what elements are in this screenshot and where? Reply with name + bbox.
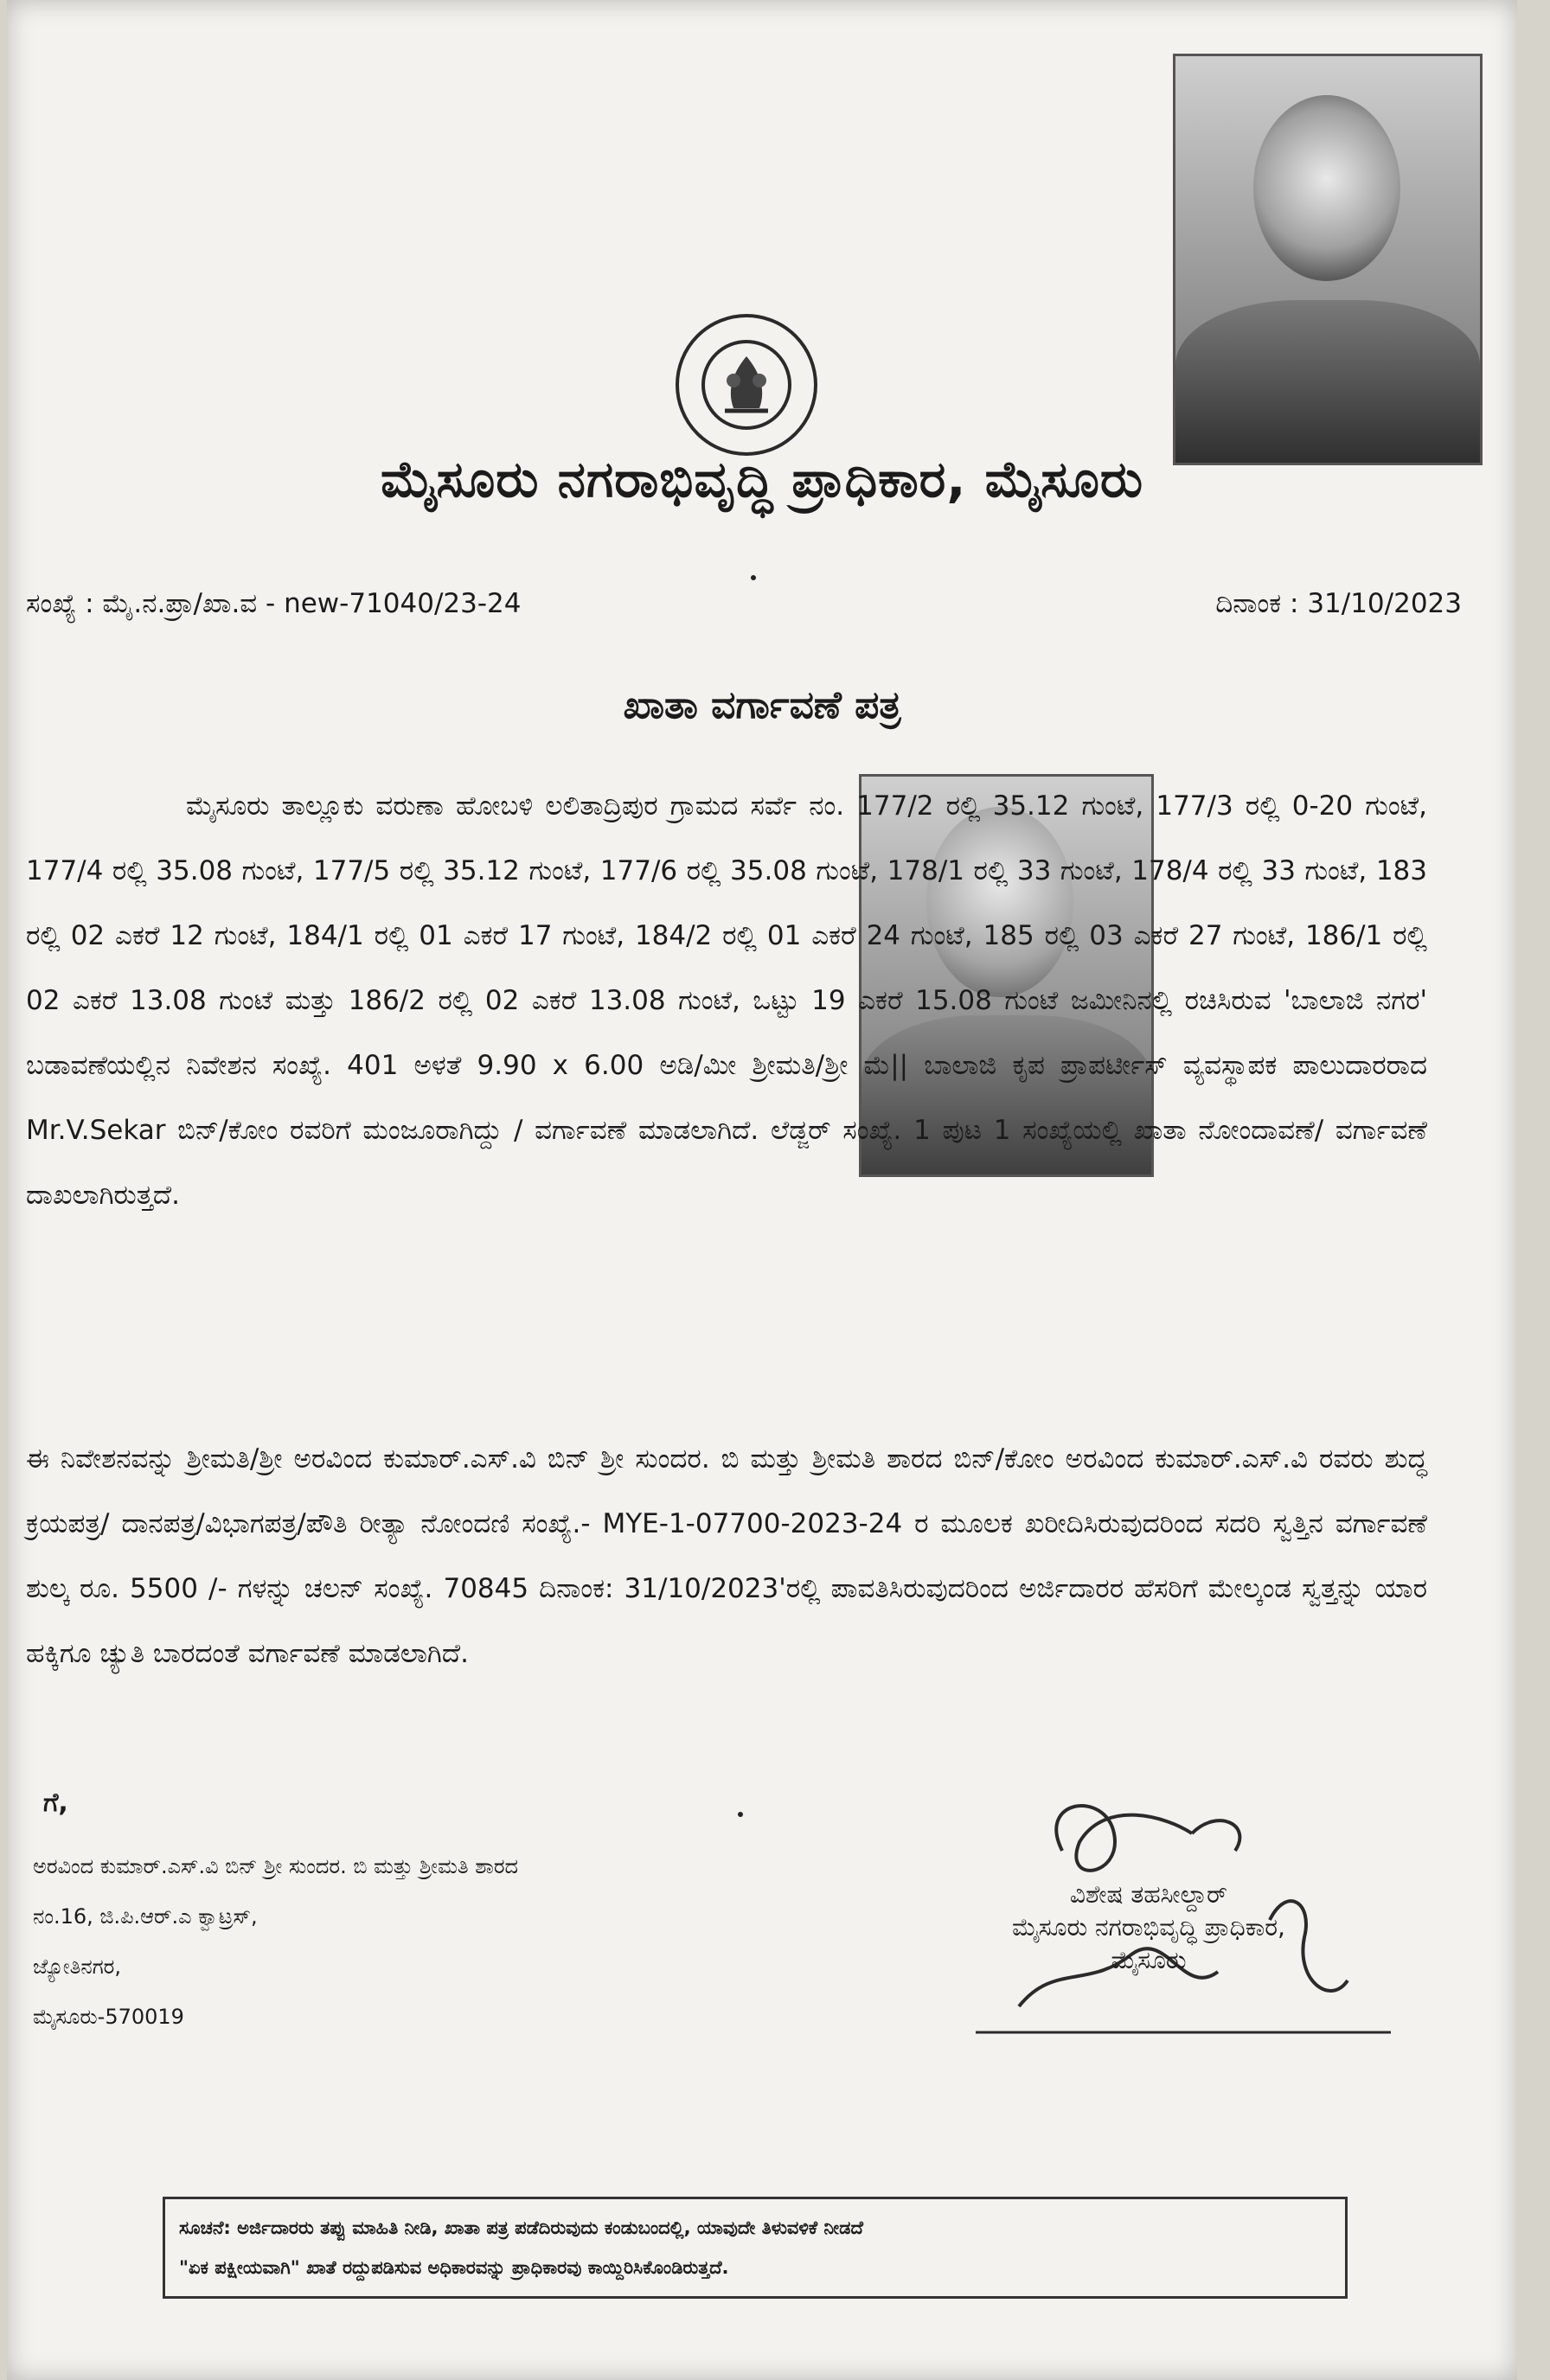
signatory-city: ಮೈಸೂರು — [1111, 1946, 1187, 1974]
signatory-title: ವಿಶೇಷ ತಹಸೀಲ್ದಾರ್ — [1069, 1880, 1228, 1909]
body-paragraph-1 — [26, 774, 1427, 1228]
applicant-photo-female — [1173, 54, 1483, 465]
recipient-address — [33, 1777, 518, 2042]
reference-number: ಸಂಖ್ಯೆ : ಮೈ.ನ.ಪ್ರಾ/ಖಾ.ವ - new-71040/23-24 — [26, 588, 522, 619]
ink-dot — [738, 1812, 743, 1817]
body-paragraph-2: ಈ ನಿವೇಶನವನ್ನು ಶ್ರೀಮತಿ/ಶ್ರೀ ಅರವಿಂದ ಕುಮಾರ್.ಎಸ್.ವಿ ಬಿನ್ ಶ್ರೀ ಸುಂದರ. ಬಿ ಮತ್ತು ಶ್ರೀಮತಿ ಶಾರದ ಬಿನ್/ಕೋಂ ಅರವಿಂದ ಕುಮಾರ್.ಎಸ್.ವಿ ರವರು ಶುದ್ಧ ಕ್ರಯಪತ್ರ/ ದಾನಪತ್ರ/ವಿಭಾಗಪತ್ರ/ಪೌತಿ ರೀತ್ಯಾ ನೋಂದಣಿ ಸಂಖ್ಯೆ.- MYE-1-07700-2023-24 ರ ಮೂಲಕ ಖರೀದಿಸಿರುವುದರಿಂದ ಸದರಿ ಸ್ವತ್ತಿನ ವರ್ಗಾವಣೆ ಶುಲ್ಕ ರೂ. 5500 /- ಗಳನ್ನು ಚಲನ್ ಸಂಖ್ಯೆ. 70845 ದಿನಾಂಕ: 31/10/2023'ರಲ್ಲಿ ಪಾವತಿಸಿರುವುದರಿಂದ ಅರ್ಜಿದಾರರ ಹೆಸರಿಗೆ ಮೇಲ್ಕಂಡ ಸ್ವತ್ತನ್ನು ಯಾರ ಹಕ್ಕಿಗೂ ಚ್ಯುತಿ ಬಾರದಂತೆ ವರ್ಗಾವಣೆ ಮಾಡಲಾಗಿದೆ. — [26, 1443, 1427, 1669]
recipient-name: ಅರವಿಂದ ಕುಮಾರ್.ಎಸ್.ವಿ ಬಿನ್ ಶ್ರೀ ಸುಂದರ. ಬಿ ಮತ್ತು ಶ್ರೀಮತಿ ಶಾರದ — [33, 1854, 519, 1878]
muda-emblem-icon — [673, 311, 820, 458]
ink-dot — [751, 575, 756, 580]
authority-name: ಮೈಸೂರು ನಗರಾಭಿವೃದ್ಧಿ ಪ್ರಾಧಿಕಾರ, ಮೈಸೂರು — [380, 450, 1144, 509]
recipient-address-line-3: ಮೈಸೂರು-570019 — [33, 2005, 184, 2029]
issue-date: ದಿನಾಂಕ : 31/10/2023 — [1215, 588, 1462, 619]
recipient-to: ಗೆ, — [43, 1788, 68, 1818]
footer-notice-line-1: ಸೂಚನೆ: ಅರ್ಜಿದಾರರು ತಪ್ಪು ಮಾಹಿತಿ ನೀಡಿ, ಖಾತಾ ಪತ್ರ ಪಡೆದಿರುವುದು ಕಂಡುಬಂದಲ್ಲಿ, ಯಾವುದೇ ತಿಳುವಳಿಕೆ ನೀಡದೆ — [179, 2217, 863, 2238]
recipient-address-line-1: ನಂ.16, ಜಿ.ಪಿ.ಆರ್.ಎ ಕ್ವಾಟ್ರಸ್, — [33, 1904, 258, 1929]
footer-notice-line-2: "ಏಕ ಪಕ್ಷೀಯವಾಗಿ" ಖಾತೆ ರದ್ದುಪಡಿಸುವ ಅಧಿಕಾರವನ್ನು ಪ್ರಾಧಿಕಾರವು ಕಾಯ್ದಿರಿಸಿಕೊಂಡಿರುತ್ತದೆ. — [179, 2257, 729, 2278]
signature-block — [906, 1782, 1391, 2067]
document-sheet — [7, 0, 1517, 2380]
signatory-authority: ಮೈಸೂರು ನಗರಾಭಿವೃದ್ಧಿ ಪ್ರಾಧಿಕಾರ, — [1012, 1913, 1285, 1942]
footer-notice — [163, 2197, 1348, 2299]
body-paragraph-1-text: ಮೈಸೂರು ತಾಲ್ಲೂಕು ವರುಣಾ ಹೋಬಳಿ ಲಲಿತಾದ್ರಿಪುರ ಗ್ರಾಮದ ಸರ್ವೆ ನಂ. 177/2 ರಲ್ಲಿ 35.12 ಗುಂಟೆ, 177/3 ರಲ್ಲಿ 0-20 ಗುಂಟೆ, 177/4 ರಲ್ಲಿ 35.08 ಗುಂಟೆ, 177/5 ರಲ್ಲಿ 35.12 ಗುಂಟೆ, 177/6 ರಲ್ಲಿ 35.08 ಗುಂಟೆ, 178/1 ರಲ್ಲಿ 33 ಗುಂಟೆ, 178/4 ರಲ್ಲಿ 33 ಗುಂಟೆ, 183 ರಲ್ಲಿ 02 ಎಕರೆ 12 ಗುಂಟೆ, 184/1 ರಲ್ಲಿ 01 ಎಕರೆ 17 ಗುಂಟೆ, 184/2 ರಲ್ಲಿ 01 ಎಕರೆ 24 ಗುಂಟೆ, 185 ರಲ್ಲಿ 03 ಎಕರೆ 27 ಗುಂಟೆ, 186/1 ರಲ್ಲಿ 02 ಎಕರೆ 13.08 ಗುಂಟೆ ಮತ್ತು 186/2 ರಲ್ಲಿ 02 ಎಕರೆ 13.08 ಗುಂಟೆ, ಒಟ್ಟು 19 ಎಕರೆ 15.08 ಗುಂಟೆ ಜಮೀನಿನಲ್ಲಿ ರಚಿಸಿರುವ 'ಬಾಲಾಜಿ ನಗರ' ಬಡಾವಣೆಯಲ್ಲಿನ ನಿವೇಶನ ಸಂಖ್ಯೆ. 401 ಅಳತೆ 9.90 x 6.00 ಅಡಿ/ಮೀ ಶ್ರೀಮತಿ/ಶ್ರೀ ಮೆ|| ಬಾಲಾಜಿ ಕೃಪ ಪ್ರಾಪರ್ಟೀಸ್ ವ್ಯವಸ್ಥಾಪಕ ಪಾಲುದಾರರಾದ Mr.V.Sekar ಬಿನ್/ಕೋಂ ರವರಿಗೆ ಮಂಜೂರಾಗಿದ್ದು / ವರ್ಗಾವಣೆ ಮಾಡಲಾಗಿದೆ. ಲೆಡ್ಜರ್ ಸಂಖ್ಯೆ. 1 ಪುಟ 1 ಸಂಖ್ಯೆಯಲ್ಲಿ ಖಾತಾ ನೋಂದಾವಣೆ/ ವರ್ಗಾವಣೆ ದಾಖಲಾಗಿರುತ್ತದೆ. — [26, 790, 1427, 1211]
recipient-address-line-2: ಜ್ಯೋತಿನಗರ, — [33, 1955, 121, 1979]
document-title: ಖಾತಾ ವರ್ಗಾವಣೆ ಪತ್ರ — [623, 683, 901, 727]
